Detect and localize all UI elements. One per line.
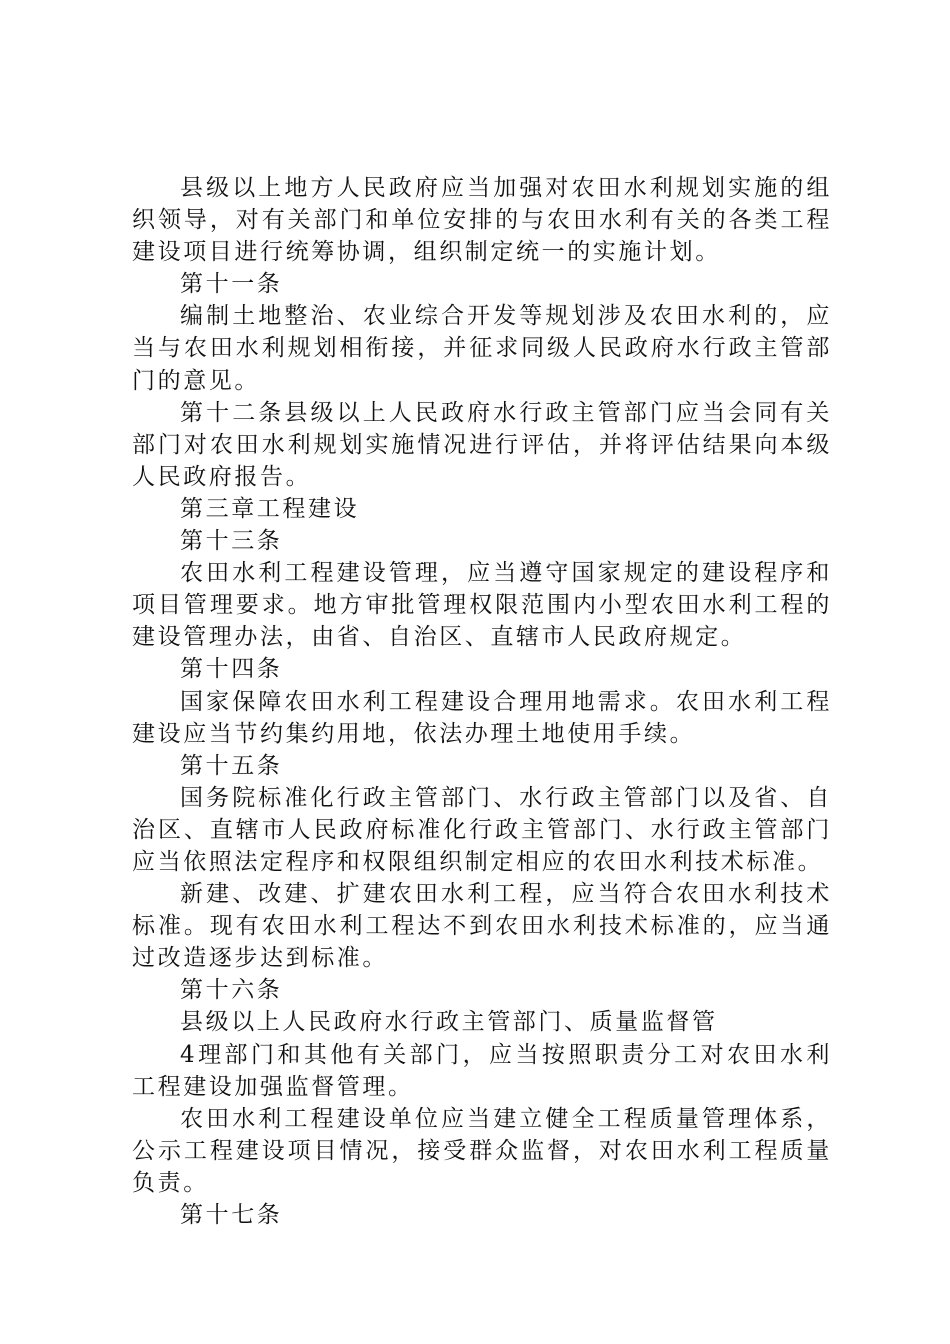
paragraph-article-15-part-2: 新建、改建、扩建农田水利工程，应当符合农田水利技术标准。现有农田水利工程达不到农田水利技术标准的，应当通过改造逐步达到标准。 <box>132 881 832 972</box>
paragraph-article-16-part-2: 农田水利工程建设单位应当建立健全工程质量管理体系，公示工程建设项目情况，接受群众监督，对农田水利工程质量负责。 <box>132 1105 832 1196</box>
article-heading-13: 第十三条 <box>180 528 283 555</box>
paragraph-article-14: 国家保障农田水利工程建设合理用地需求。农田水利工程建设应当节约集约用地，依法办理土地使用手续。 <box>132 688 832 747</box>
paragraph-article-16-line-1: 县级以上人民政府水行政主管部门、质量监督管 <box>180 1009 718 1036</box>
article-heading-14: 第十四条 <box>180 656 283 683</box>
paragraph-article-16-line-2: 4理部门和其他有关部门，应当按照职责分工对农田水利工程建设加强监督管理。 <box>132 1041 832 1100</box>
paragraph-article-11: 编制土地整治、农业综合开发等规划涉及农田水利的，应当与农田水利规划相衔接，并征求同级人民政府水行政主管部门的意见。 <box>132 303 832 394</box>
paragraph-implementation-plan: 县级以上地方人民政府应当加强对农田水利规划实施的组织领导，对有关部门和单位安排的与农田水利有关的各类工程建设项目进行统筹协调，组织制定统一的实施计划。 <box>132 175 832 266</box>
document-body <box>132 172 832 1231</box>
article-heading-11: 第十一条 <box>180 271 283 298</box>
article-heading-17: 第十七条 <box>180 1202 283 1228</box>
paragraph-article-12: 第十二条县级以上人民政府水行政主管部门应当会同有关部门对农田水利规划实施情况进行评估，并将评估结果向本级人民政府报告。 <box>132 399 832 490</box>
paragraph-article-13: 农田水利工程建设管理，应当遵守国家规定的建设程序和项目管理要求。地方审批管理权限范围内小型农田水利工程的建设管理办法，由省、自治区、直辖市人民政府规定。 <box>132 560 832 651</box>
article-heading-15: 第十五条 <box>180 752 283 779</box>
article-heading-16: 第十六条 <box>180 977 283 1004</box>
chapter-heading-3: 第三章工程建设 <box>180 495 360 522</box>
paragraph-article-15-part-1: 国务院标准化行政主管部门、水行政主管部门以及省、自治区、直辖市人民政府标准化行政主管部门、水行政主管部门应当依照法定程序和权限组织制定相应的农田水利技术标准。 <box>132 784 832 875</box>
